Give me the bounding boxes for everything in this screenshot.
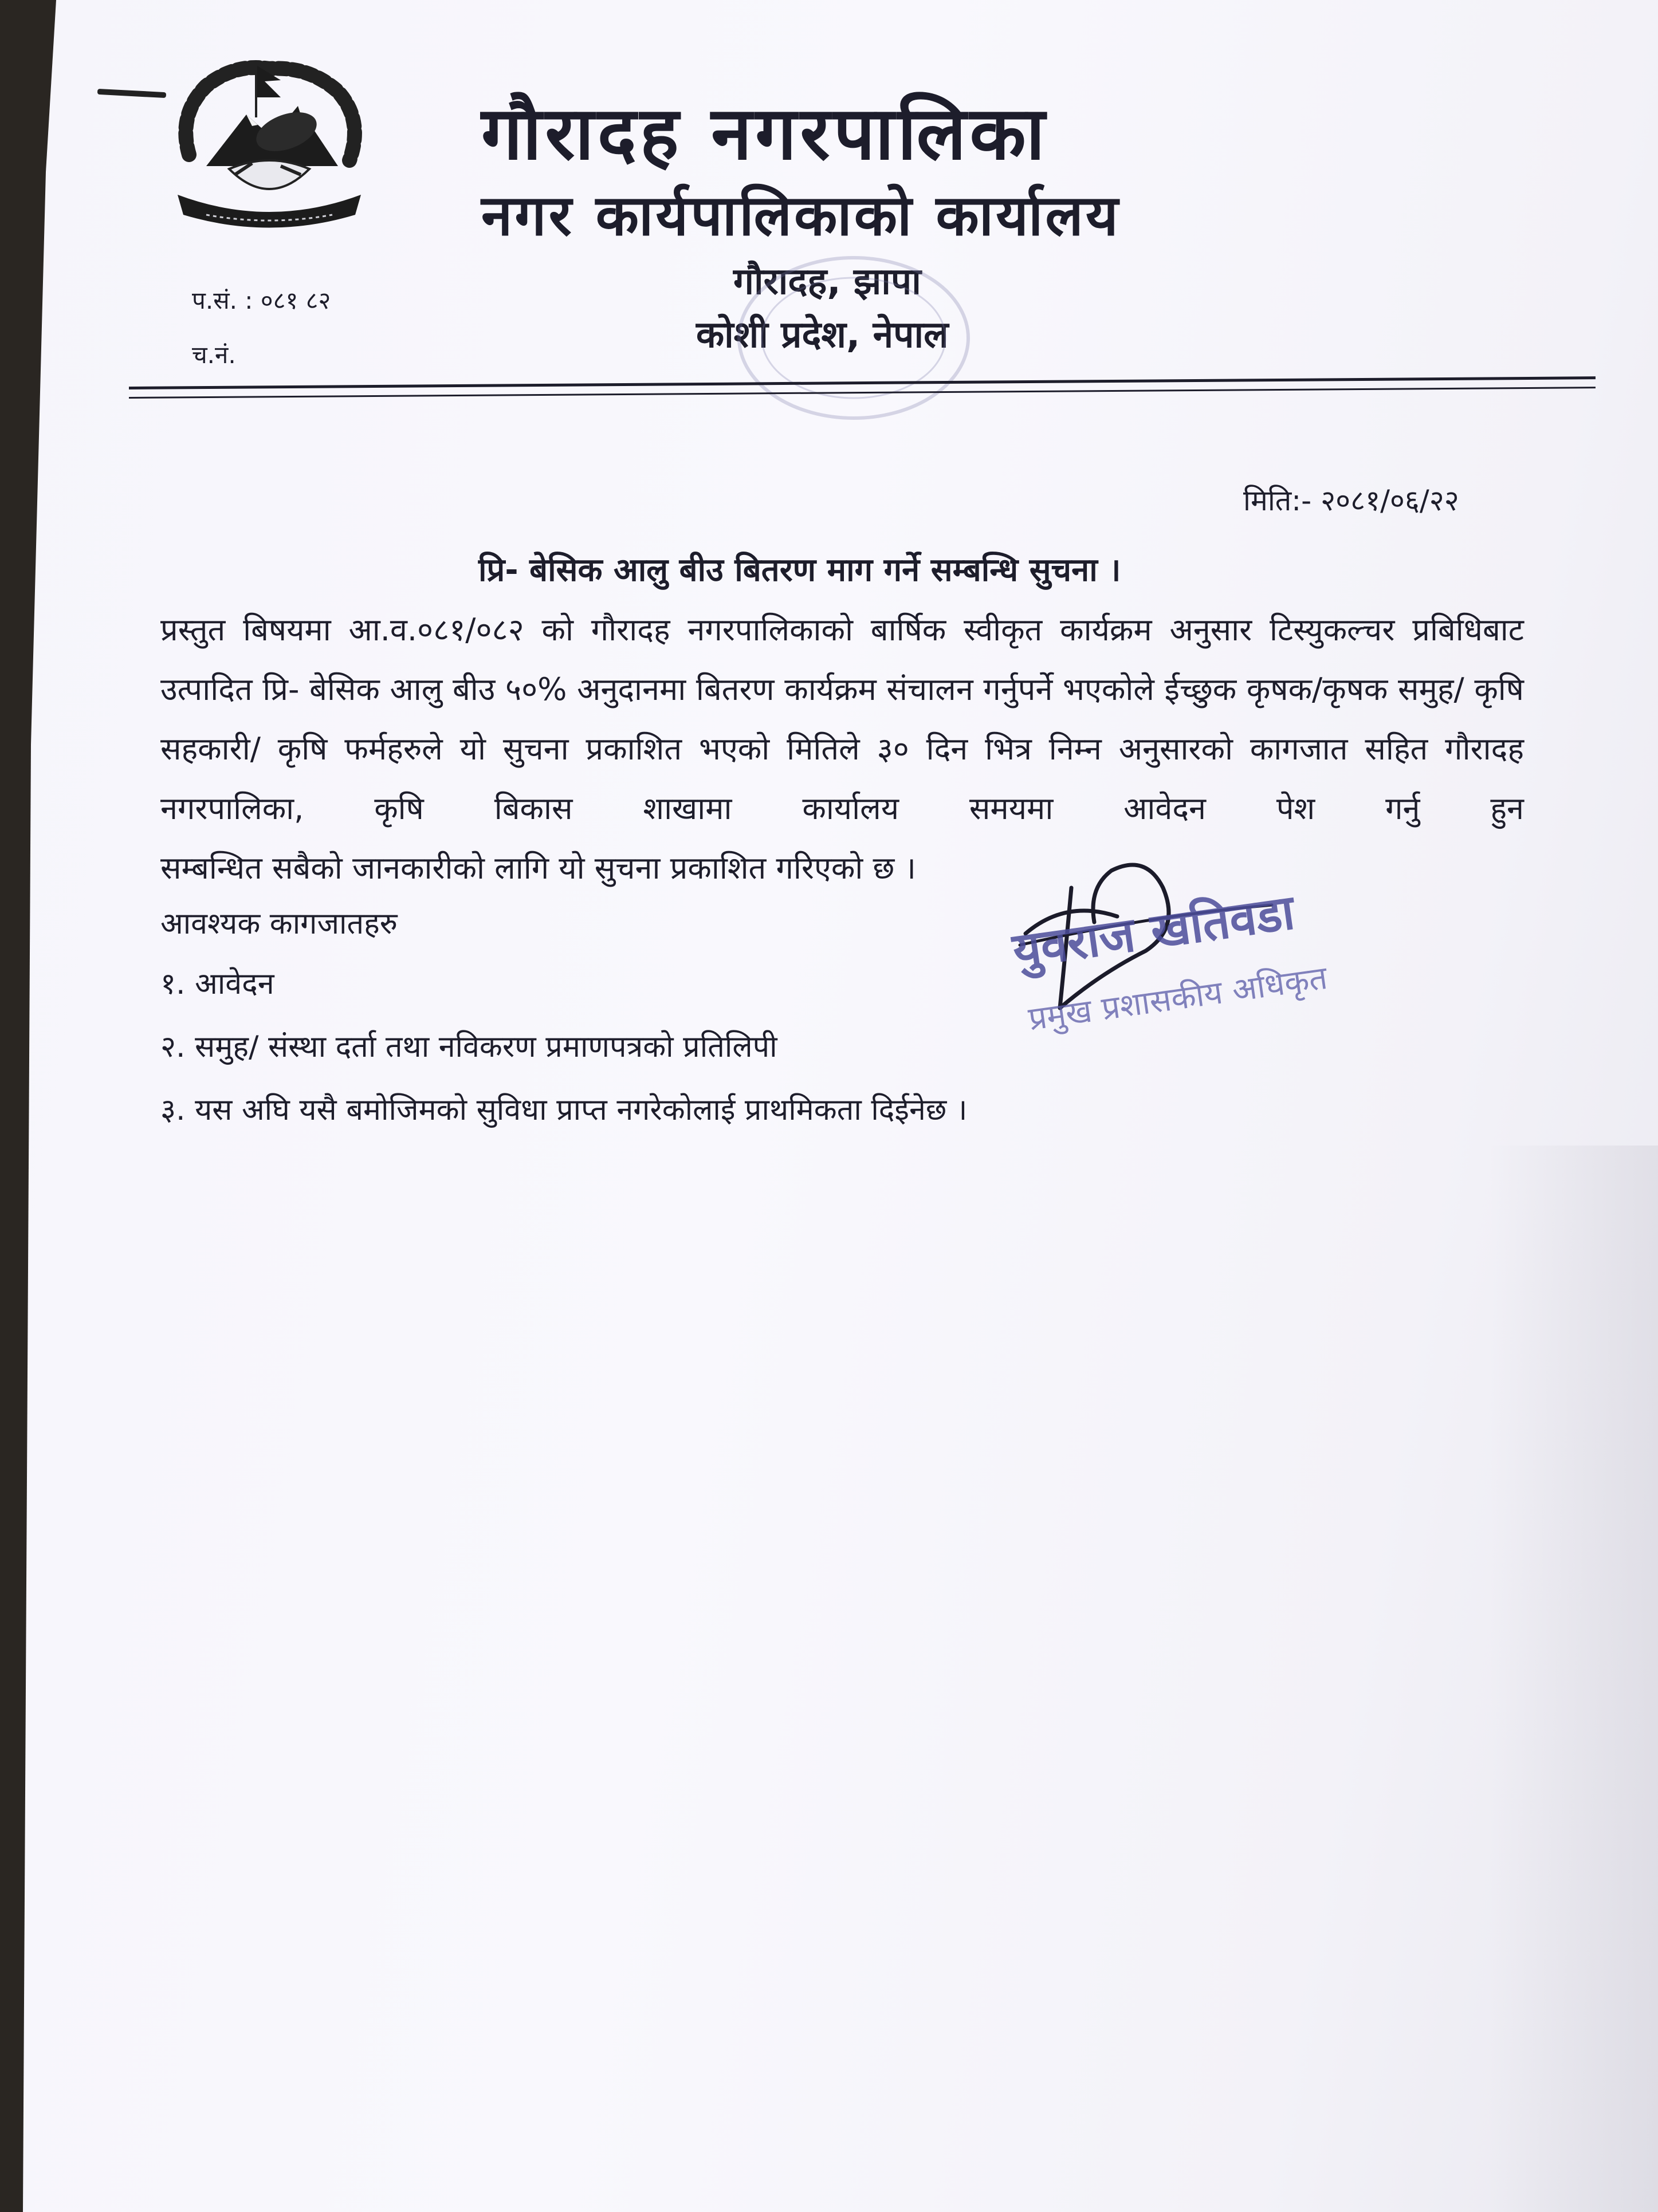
office-round-stamp — [728, 246, 980, 435]
required-document-item: १. आवेदन — [160, 967, 274, 1001]
municipality-name: गौरादह नगरपालिका — [481, 91, 1048, 176]
required-document-item: २. समुह/ संस्था दर्ता तथा नविकरण प्रमाणपत्रको प्रतिलिपी — [160, 1030, 777, 1064]
signatory-title: प्रमुख प्रशासकीय अधिकृत — [1026, 959, 1330, 1038]
required-document-item: ३. यस अघि यसै बमोजिमको सुविधा प्राप्त नगरेकोलाई प्राथमिकता दिईनेछ । — [160, 1093, 968, 1127]
dispatch-number: च.नं. — [192, 341, 236, 369]
office-location: गौरादह, झापा — [733, 261, 921, 303]
office-name: नगर कार्यपालिकाको कार्यालय — [481, 183, 1121, 249]
required-documents-heading: आवश्यक कागजातहरु — [160, 907, 398, 941]
nepal-government-emblem-icon — [166, 52, 372, 241]
notice-subject: प्रि- बेसिक आलु बीउ बितरण माग गर्ने सम्बन्धि सुचना । — [478, 552, 1121, 589]
signatory-name: युवराज खतिवडा — [1009, 884, 1298, 979]
letter-date: मिति:- २०८१/०६/२२ — [1243, 484, 1459, 517]
office-province: कोशी प्रदेश, नेपाल — [696, 314, 949, 356]
letter-number: प.सं. : ०८१ ८२ — [192, 286, 331, 314]
notice-closing: सम्बन्धित सबैको जानकारीको लागि यो सुचना प्रकाशित गरिएको छ । — [160, 850, 916, 886]
notice-body: प्रस्तुत बिषयमा आ.व.०८१/०८२ को गौरादह नगरपालिकाको बार्षिक स्वीकृत कार्यक्रम अनुसार टिस्युकल्चर प्रबिधिबाट उत्पादित प्रि- बेसिक आलु बीउ ५०% अनुदानमा बितरण कार्यक्रम संचालन गर्नुपर्ने भएकोले ईच्छुक कृषक/कृषक समुह/ कृषि सहकारी/ कृषि फर्महरुले यो सुचना प्रकाशित भएको मितिले ३० दिन भित्र निम्न अनुसारको कागजात सहित गौरादह नगरपालिका, कृषि बिकास शाखामा कार्यालय समयमा आवेदन पेश गर्नु हुन — [160, 612, 1524, 826]
